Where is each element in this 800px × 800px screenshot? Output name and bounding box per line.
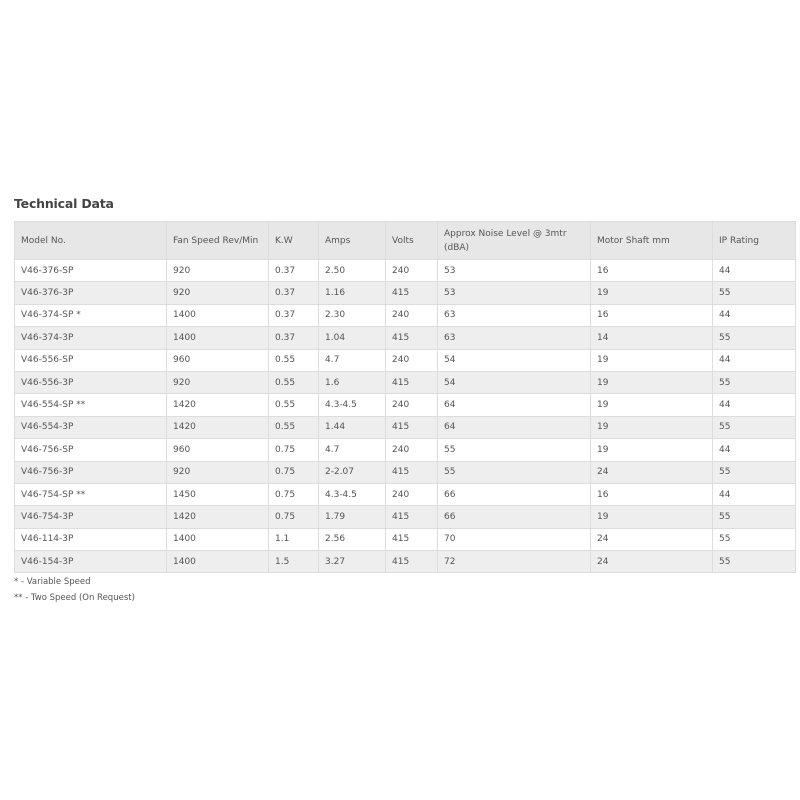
table-cell: 0.55: [269, 416, 319, 438]
column-header: Motor Shaft mm: [591, 222, 713, 260]
table-cell: 920: [167, 282, 269, 304]
table-row: [15, 282, 796, 304]
table-cell: V46-376-SP: [15, 260, 167, 282]
table-row: [15, 439, 796, 461]
table-cell: 54: [438, 371, 591, 393]
table-cell: 415: [386, 506, 438, 528]
table-cell: V46-114-3P: [15, 528, 167, 550]
table-cell: 0.37: [269, 282, 319, 304]
table-cell: 4.7: [319, 349, 386, 371]
table-cell: 55: [713, 416, 796, 438]
table-cell: 920: [167, 260, 269, 282]
table-cell: 2-2.07: [319, 461, 386, 483]
header-row: [15, 222, 796, 260]
table-cell: 4.7: [319, 439, 386, 461]
table-cell: 415: [386, 551, 438, 573]
table-row: [15, 483, 796, 505]
table-cell: 44: [713, 304, 796, 326]
table-cell: 0.75: [269, 483, 319, 505]
table-cell: 415: [386, 282, 438, 304]
table-cell: V46-374-3P: [15, 327, 167, 349]
table-cell: 55: [713, 327, 796, 349]
table-cell: V46-554-SP **: [15, 394, 167, 416]
table-cell: 19: [591, 371, 713, 393]
table-cell: 415: [386, 461, 438, 483]
table-row: [15, 551, 796, 573]
table-cell: 1400: [167, 551, 269, 573]
table-cell: V46-374-SP *: [15, 304, 167, 326]
table-cell: 19: [591, 394, 713, 416]
table-cell: 0.55: [269, 349, 319, 371]
table-cell: 44: [713, 439, 796, 461]
table-cell: 55: [713, 461, 796, 483]
table-cell: 54: [438, 349, 591, 371]
table-cell: 55: [438, 461, 591, 483]
table-cell: 0.75: [269, 439, 319, 461]
table-cell: 19: [591, 506, 713, 528]
footnotes: [14, 574, 135, 606]
table-cell: 2.30: [319, 304, 386, 326]
table-cell: 55: [438, 439, 591, 461]
table-cell: 64: [438, 416, 591, 438]
table-cell: 63: [438, 304, 591, 326]
table-cell: 53: [438, 260, 591, 282]
table-cell: 16: [591, 260, 713, 282]
table-cell: V46-154-3P: [15, 551, 167, 573]
table-cell: 16: [591, 483, 713, 505]
table-cell: 1.16: [319, 282, 386, 304]
table-cell: 0.37: [269, 327, 319, 349]
footnote: ** - Two Speed (On Request): [14, 593, 135, 603]
column-header: Model No.: [15, 222, 167, 260]
table-cell: 44: [713, 260, 796, 282]
table-cell: 14: [591, 327, 713, 349]
table-cell: 2.50: [319, 260, 386, 282]
table-cell: 19: [591, 439, 713, 461]
table-header: [15, 222, 796, 260]
table-cell: 19: [591, 282, 713, 304]
table-cell: 1400: [167, 304, 269, 326]
table-cell: 55: [713, 371, 796, 393]
table-cell: 44: [713, 483, 796, 505]
table-row: [15, 528, 796, 550]
table-cell: 4.3-4.5: [319, 483, 386, 505]
table-cell: 240: [386, 304, 438, 326]
technical-data-table: [14, 221, 796, 573]
table-cell: 1450: [167, 483, 269, 505]
footnote: * - Variable Speed: [14, 577, 91, 587]
table-cell: 240: [386, 349, 438, 371]
column-header: Fan Speed Rev/Min: [167, 222, 269, 260]
table-cell: 1.5: [269, 551, 319, 573]
table-cell: 415: [386, 371, 438, 393]
table-cell: 0.75: [269, 461, 319, 483]
table-cell: 960: [167, 439, 269, 461]
table-cell: 415: [386, 416, 438, 438]
table-body: [15, 260, 796, 573]
table-cell: 0.75: [269, 506, 319, 528]
table-cell: 920: [167, 461, 269, 483]
table-cell: 53: [438, 282, 591, 304]
table-cell: 240: [386, 483, 438, 505]
column-header: Amps: [319, 222, 386, 260]
table-row: [15, 461, 796, 483]
table-cell: 24: [591, 528, 713, 550]
column-header: Approx Noise Level @ 3mtr (dBA): [438, 222, 591, 260]
table-cell: 415: [386, 528, 438, 550]
table-cell: 0.37: [269, 260, 319, 282]
table-cell: 1.04: [319, 327, 386, 349]
table-cell: 3.27: [319, 551, 386, 573]
table-cell: 55: [713, 506, 796, 528]
column-header: Volts: [386, 222, 438, 260]
table-cell: 1.44: [319, 416, 386, 438]
table-cell: V46-554-3P: [15, 416, 167, 438]
table-cell: 1400: [167, 528, 269, 550]
table-cell: 72: [438, 551, 591, 573]
table-cell: 19: [591, 349, 713, 371]
table-cell: 66: [438, 506, 591, 528]
table-cell: 1.6: [319, 371, 386, 393]
table-cell: 24: [591, 461, 713, 483]
section-title: Technical Data: [14, 196, 114, 211]
table-cell: 240: [386, 439, 438, 461]
table-cell: 1.79: [319, 506, 386, 528]
table-row: [15, 349, 796, 371]
column-header: K.W: [269, 222, 319, 260]
table-cell: 44: [713, 394, 796, 416]
table-cell: V46-756-SP: [15, 439, 167, 461]
table-cell: 960: [167, 349, 269, 371]
table-cell: 70: [438, 528, 591, 550]
table-cell: 63: [438, 327, 591, 349]
table-cell: 19: [591, 416, 713, 438]
table-cell: V46-756-3P: [15, 461, 167, 483]
table-cell: 240: [386, 260, 438, 282]
table-row: [15, 260, 796, 282]
table-cell: V46-556-SP: [15, 349, 167, 371]
table-row: [15, 416, 796, 438]
table-cell: V46-754-SP **: [15, 483, 167, 505]
table-cell: 55: [713, 551, 796, 573]
table-cell: 24: [591, 551, 713, 573]
table-cell: V46-556-3P: [15, 371, 167, 393]
table-cell: 44: [713, 349, 796, 371]
table-row: [15, 327, 796, 349]
table-cell: 920: [167, 371, 269, 393]
table-cell: 16: [591, 304, 713, 326]
table-cell: 2.56: [319, 528, 386, 550]
table-cell: 1420: [167, 394, 269, 416]
table-cell: 415: [386, 327, 438, 349]
table-cell: 64: [438, 394, 591, 416]
table-cell: 0.55: [269, 371, 319, 393]
table-cell: 55: [713, 528, 796, 550]
table-row: [15, 394, 796, 416]
table-row: [15, 506, 796, 528]
table-row: [15, 371, 796, 393]
column-header: IP Rating: [713, 222, 796, 260]
table-cell: V46-376-3P: [15, 282, 167, 304]
table-cell: 66: [438, 483, 591, 505]
table-cell: 240: [386, 394, 438, 416]
table-cell: 0.37: [269, 304, 319, 326]
table-cell: 1400: [167, 327, 269, 349]
table-cell: 1420: [167, 416, 269, 438]
table-cell: 1420: [167, 506, 269, 528]
table-cell: 55: [713, 282, 796, 304]
table-row: [15, 304, 796, 326]
table-cell: V46-754-3P: [15, 506, 167, 528]
table-cell: 1.1: [269, 528, 319, 550]
table-cell: 4.3-4.5: [319, 394, 386, 416]
table-cell: 0.55: [269, 394, 319, 416]
